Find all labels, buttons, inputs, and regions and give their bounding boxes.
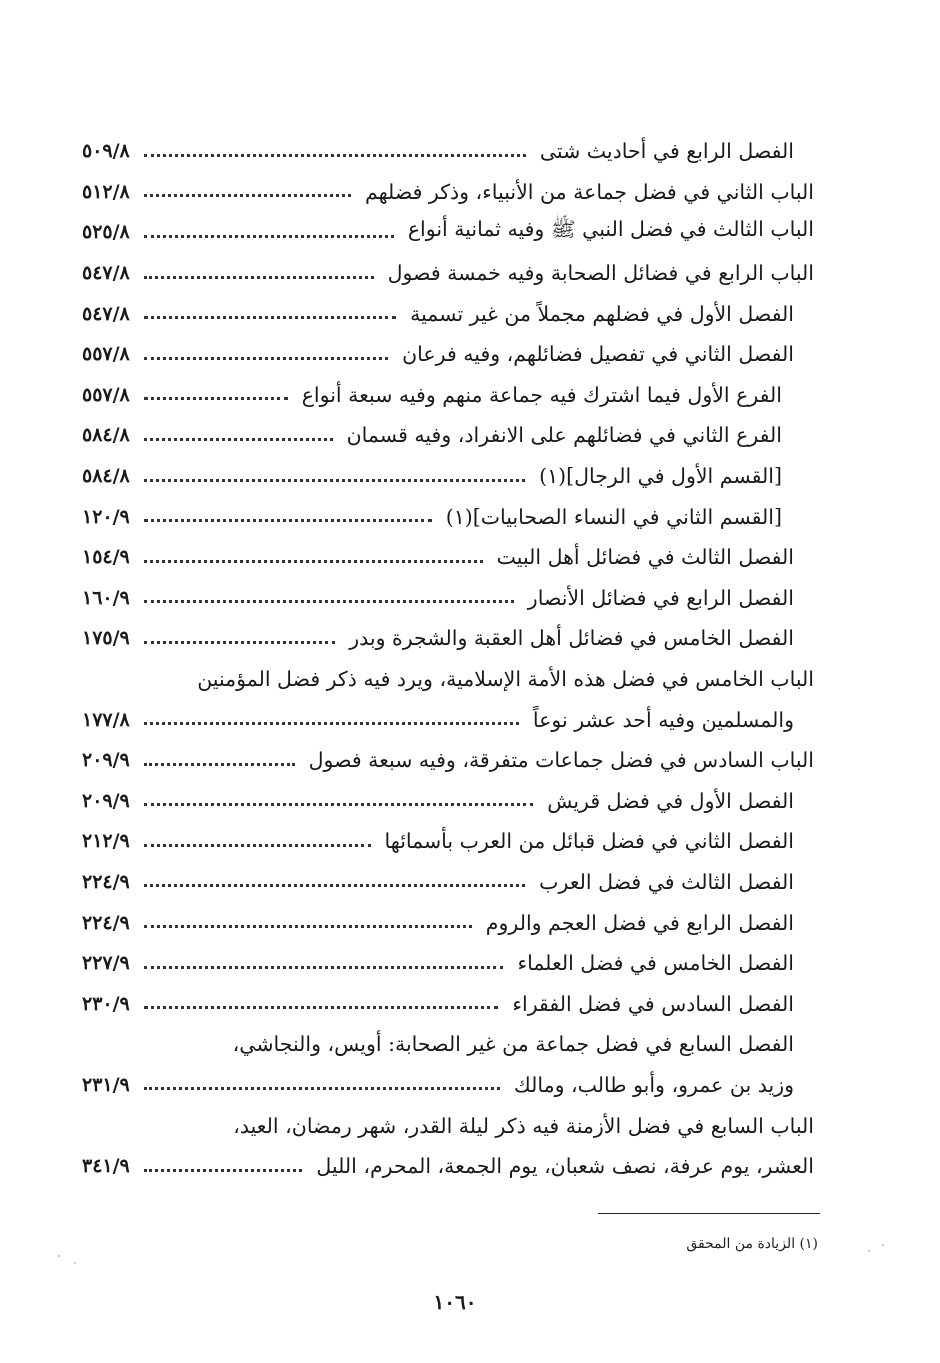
dot-leader [144, 357, 388, 360]
toc-entry [82, 496, 814, 537]
toc-entry [82, 537, 814, 578]
footnote: (١) الزيادة من المحقق [686, 1236, 818, 1252]
toc-entry-title: [القسم الثاني في النساء الصحابيات](١) [445, 504, 782, 529]
toc-entry [82, 1146, 814, 1187]
scan-speck [882, 1244, 884, 1246]
dot-leader [144, 1169, 303, 1172]
toc-entry-page: ١٥٤/٩ [82, 546, 130, 569]
toc-entry-page: ٢٠٩/٩ [82, 749, 130, 772]
toc-entry [82, 212, 814, 253]
table-of-contents [82, 131, 814, 1186]
toc-entry-title: الباب الثاني في فضل جماعة من الأنبياء، وذكر فضلهم [364, 179, 814, 204]
toc-entry [82, 578, 814, 619]
dot-leader [144, 844, 371, 847]
scan-speck [58, 1255, 60, 1257]
dot-leader [144, 803, 533, 806]
toc-entry [82, 131, 814, 172]
toc-entry-title: الفصل الأول في فضل قريش [547, 788, 794, 813]
toc-entry [82, 1105, 814, 1146]
toc-entry-page: ٥٨٤/٨ [82, 424, 130, 447]
toc-entry [82, 415, 814, 456]
toc-entry-title: الفصل الثالث في فضائل أهل البيت [496, 545, 794, 570]
toc-entry-page: ١٢٠/٩ [82, 505, 130, 528]
dot-leader [144, 438, 333, 441]
toc-entry-title: وزيد بن عمرو، وأبو طالب، ومالك [513, 1072, 794, 1097]
toc-entry-page: ٢٢٤/٩ [82, 870, 130, 893]
toc-entry-page: ٥٥٧/٨ [82, 383, 130, 406]
toc-entry-title: [القسم الأول في الرجال](١) [539, 464, 782, 489]
toc-entry-title: الفصل الرابع في فضل العجم والروم [485, 910, 794, 935]
toc-entry [82, 983, 814, 1024]
scan-speck [868, 1250, 870, 1252]
toc-entry [82, 293, 814, 334]
dot-leader [144, 1087, 500, 1090]
toc-entry-title: الفصل السادس في فضل الفقراء [512, 991, 794, 1016]
dot-leader [144, 194, 351, 197]
dot-leader [144, 397, 288, 400]
toc-entry-page: ٥١٢/٨ [82, 180, 130, 203]
toc-entry [82, 456, 814, 497]
toc-entry [82, 862, 814, 903]
toc-entry-title: العشر، يوم عرفة، نصف شعبان، يوم الجمعة، المحرم، الليل [316, 1154, 814, 1179]
toc-entry-title: الفصل الرابع في فضائل الأنصار [527, 585, 794, 610]
toc-entry [82, 172, 814, 213]
toc-entry-title: الفصل الثاني في تفصيل فضائلهم، وفيه فرعان [402, 342, 794, 367]
dot-leader [144, 519, 432, 522]
dot-leader [144, 925, 472, 928]
toc-entry-page: ١٧٥/٩ [82, 627, 130, 650]
toc-entry-page: ٢٣١/٩ [82, 1073, 130, 1096]
toc-entry [82, 253, 814, 294]
page-number: ١٠٦٠ [433, 1290, 477, 1314]
dot-leader [144, 966, 504, 969]
toc-entry-page: ١٧٧/٨ [82, 708, 130, 731]
toc-entry [82, 902, 814, 943]
toc-entry-title: الفصل الأول في فضلهم مجملاً من غير تسمية [410, 301, 794, 326]
toc-entry [82, 1024, 814, 1065]
dot-leader [144, 276, 374, 279]
toc-entry-title: الباب الخامس في فضل هذه الأمة الإسلامية، ويرد فيه ذكر فضل المؤمنين [197, 667, 814, 692]
toc-entry-title: الفصل الثالث في فضل العرب [539, 869, 794, 894]
toc-entry-page: ٥٨٤/٨ [82, 465, 130, 488]
toc-entry-page: ٥٤٧/٨ [82, 262, 130, 285]
toc-entry [82, 659, 814, 700]
dot-leader [144, 641, 335, 644]
dot-leader [144, 560, 483, 563]
toc-entry-page: ٢٠٩/٩ [82, 789, 130, 812]
dot-leader [144, 316, 396, 319]
toc-entry-title: الفصل الرابع في أحاديث شتى [539, 139, 794, 164]
toc-entry-title: الفرع الثاني في فضائلهم على الانفراد، وفيه قسمان [346, 423, 782, 448]
toc-entry [82, 334, 814, 375]
dot-leader [144, 154, 526, 157]
dot-leader [144, 1006, 499, 1009]
dot-leader [144, 722, 519, 725]
toc-entry-page: ٣٤١/٩ [82, 1155, 130, 1178]
dot-leader [144, 479, 525, 482]
toc-entry [82, 781, 814, 822]
dot-leader [144, 235, 394, 238]
toc-entry [82, 375, 814, 416]
toc-entry [82, 699, 814, 740]
toc-entry-page: ٥٠٩/٨ [82, 140, 130, 163]
toc-entry [82, 740, 814, 781]
toc-entry-page: ١٦٠/٩ [82, 586, 130, 609]
toc-entry-page: ٢٣٠/٩ [82, 992, 130, 1015]
dot-leader [144, 600, 514, 603]
toc-entry [82, 943, 814, 984]
toc-entry-title: الفصل السابع في فضل جماعة من غير الصحابة: أويس، والنجاشي، [232, 1032, 794, 1057]
toc-entry-title: الفصل الخامس في فضل العلماء [517, 951, 794, 976]
toc-entry-page: ٥٢٥/٨ [82, 221, 130, 244]
toc-entry-title: الفصل الخامس في فضائل أهل العقبة والشجرة وبدر [349, 626, 794, 651]
toc-entry-page: ٥٤٧/٨ [82, 302, 130, 325]
toc-entry-title: الباب الثالث في فضل النبي ﷺ وفيه ثمانية أنواع [407, 217, 814, 242]
toc-entry-title: الفرع الأول فيما اشترك فيه جماعة منهم وفيه سبعة أنواع [301, 382, 782, 407]
scan-speck [74, 1262, 76, 1264]
toc-entry-page: ٢٢٤/٩ [82, 911, 130, 934]
toc-entry-title: الفصل الثاني في فضل قبائل من العرب بأسمائها [384, 829, 794, 854]
toc-entry-title: الباب الرابع في فضائل الصحابة وفيه خمسة فصول [387, 261, 814, 286]
footnote-separator [598, 1213, 820, 1214]
dot-leader [144, 884, 525, 887]
dot-leader [144, 763, 295, 766]
toc-entry-page: ٢١٢/٩ [82, 830, 130, 853]
toc-entry-page: ٥٥٧/٨ [82, 343, 130, 366]
toc-entry [82, 821, 814, 862]
toc-entry-title: الباب السابع في فضل الأزمنة فيه ذكر ليلة القدر، شهر رمضان، العيد، [233, 1113, 814, 1138]
toc-entry-title: الباب السادس في فضل جماعات متفرقة، وفيه سبعة فصول [308, 748, 814, 773]
toc-entry-page: ٢٢٧/٩ [82, 952, 130, 975]
toc-entry [82, 618, 814, 659]
toc-entry [82, 1065, 814, 1106]
toc-entry-title: والمسلمين وفيه أحد عشر نوعاً [532, 707, 794, 732]
